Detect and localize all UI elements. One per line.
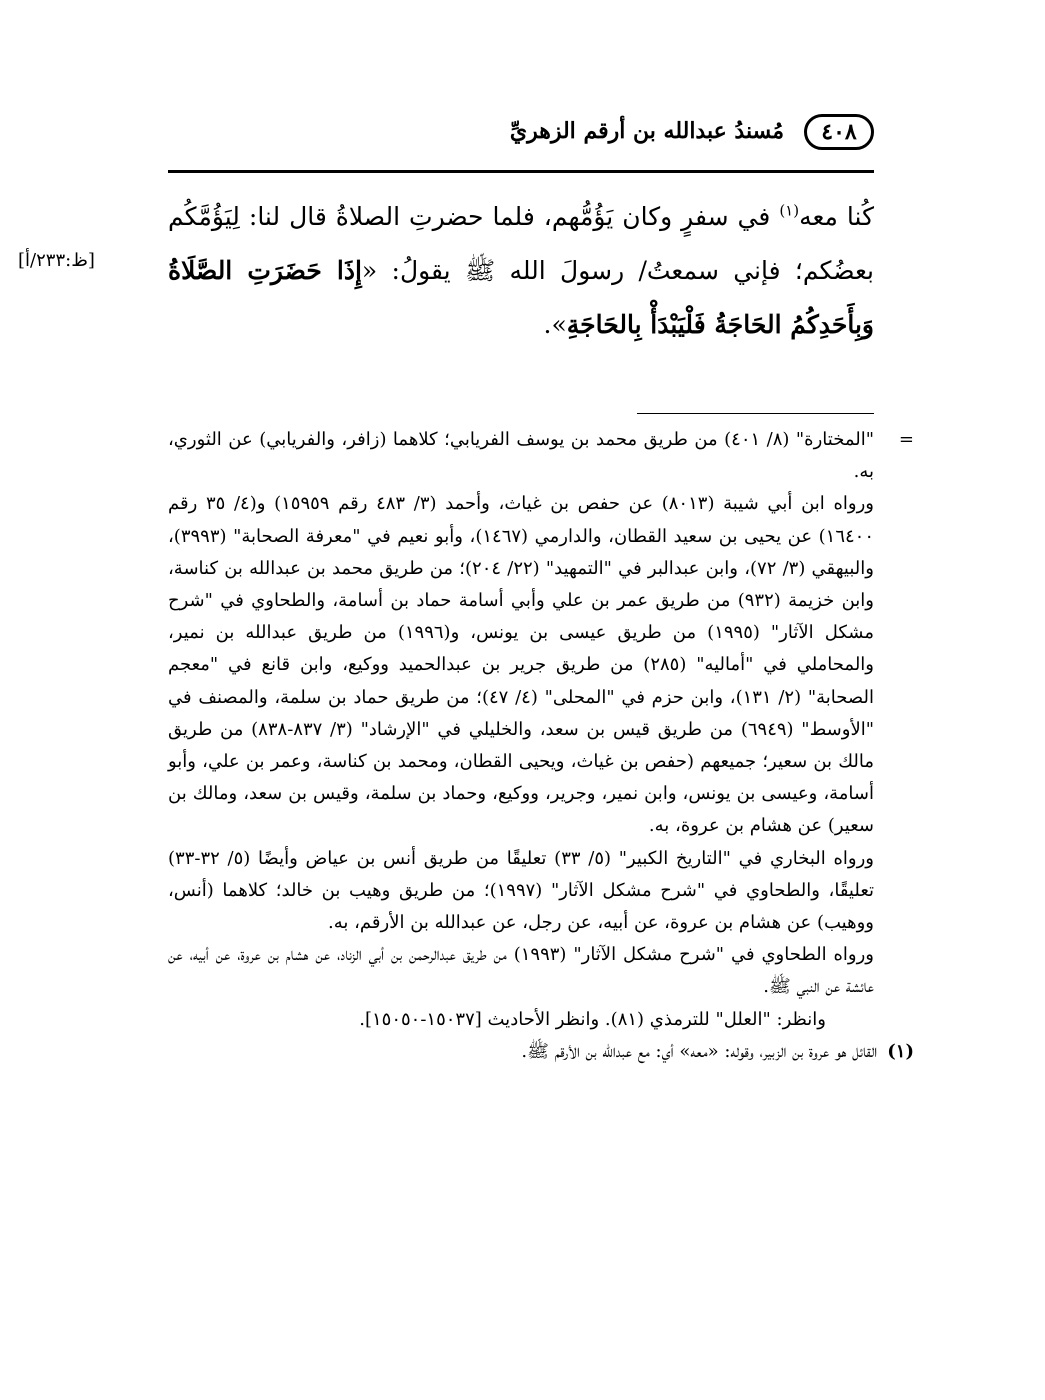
continuation-marker: = (898, 429, 914, 450)
running-title: مُسندُ عبدالله بن أرقم الزهريِّ (509, 118, 784, 144)
manuscript-reference: [ظ:٢٣٣/أ] (18, 250, 95, 271)
footnote-1-number: (١) (887, 1040, 914, 1062)
main-text (168, 190, 874, 352)
main-text-part1: كُنا معه (799, 202, 874, 231)
page-number: ٤٠٨ (804, 114, 874, 150)
footnote-paragraph: ورواه البخاري في "التاريخ الكبير" (٥/ ٣٣) تعليقًا من طريق أنس بن عياض وأيضًا (٥/ ٣٢-٣٣) تعليقًا، والطحاوي في "شرح مشكل الآثار" (١٩٩٧)؛ من طريق وهيب بن خالد؛ كلاهما (أنس، ووهيب) عن هشام بن عروة، عن أبيه، عن رجل، عن عبدالله بن الأرقم، به. (168, 847, 875, 934)
footnote-separator (637, 413, 874, 414)
page-header (168, 112, 874, 156)
footnote-paragraph: ورواه ابن أبي شيبة (٨٠١٣) عن حفص بن غياث، وأحمد (٣/ ٤٨٣ رقم ١٥٩٥٩) و(٤/ ٣٥ رقم ١٦٤٠٠) عن يحيى بن سعيد القطان، والدارمي (١٤٦٧)، وأبو نعيم في "معرفة الصحابة" (٣٩٩٣)، والبيهقي (٣/ ٧٢)، وابن عبدالبر في "التمهيد" (٢٢/ ٢٠٤)؛ من طريق محمد بن عبدالله بن كناسة، وابن خزيمة (٩٣٢) من طريق عمر بن علي وأبي أسامة حماد بن أسامة، والطحاوي في "شرح مشكل الآثار" (١٩٩٥) من طريق عيسى بن يونس، و(١٩٩٦) من طريق عبدالله بن نمير، والمحاملي في "أماليه" (٢٨٥) من طريق جرير بن عبدالحميد ووكيع، وابن قانع في "معجم الصحابة" (٢/ ١٣١)، وابن حزم في "المحلى" (٤/ ٤٧)؛ من طريق حماد بن سلمة، والمصنف في "الأوسط" (٦٩٤٩) من طريق قيس بن سعد، والخليلي في "الإرشاد" (٣/ ٨٣٧-٨٣٨) من طريق مالك بن سعير؛ جميعهم (حفص بن غياث، ويحيى القطان، ومحمد بن كناسة، وعمر بن علي، وأبو أسامة، وعيسى بن يونس، وابن نمير، وجرير، ووكيع، وحماد بن سلمة، وقيس بن سعد، ومالك بن سعير) عن هشام بن عروة، به. (168, 493, 875, 837)
footnote-paragraph: وانظر: "العلل" للترمذي (٨١). وانظر الأحاديث [١٥٠٣٧-١٥٠٥٠]. (359, 1008, 826, 1030)
footnotes (168, 424, 914, 1068)
main-text-part2: في سفرٍ وكان يَؤُمُّهم، فلما حضرتِ الصلاةُ قال لنا: لِيَؤُمَّكُم بعضُكم؛ فإني سمعتُ/ رسولَ الله ﷺ يقولُ: « (168, 202, 874, 285)
footnote-1 (168, 1036, 914, 1068)
footnote-paragraph: ورواه الطحاوي في "شرح مشكل الآثار" (١٩٩٣) من طريق عبدالرحمن بن أبي الزناد، عن هشام بن عروة، عن أبيه، عن عائشة عن النبي ﷺ. (168, 944, 874, 998)
main-paragraph (168, 190, 874, 352)
footnote-paragraph: "المختارة" (٨/ ٤٠١) من طريق محمد بن يوسف الفريابي؛ كلاهما (زافر، والفريابي) عن الثوري، به. (168, 429, 874, 483)
hadith-text: إِذَا حَضَرَتِ الصَّلَاةُ وَبِأَحَدِكُمُ الحَاجَةُ فَلْيَبْدَأْ بِالحَاجَةِ (168, 256, 874, 339)
main-text-end: ». (543, 310, 567, 339)
header-rule (168, 170, 874, 173)
footnote-1-text: القائل هو عروة بن الزبير، وقوله: «معه» أي: مع عبدالله بن الأرقم ﷺ. (521, 1040, 878, 1062)
footnote-reference: (١) (779, 201, 800, 220)
